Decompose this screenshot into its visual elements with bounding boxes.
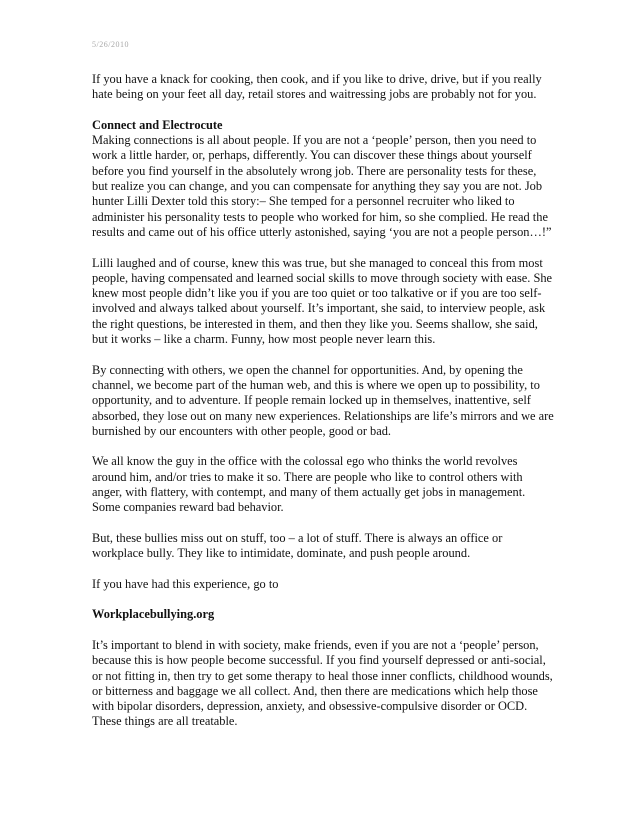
header-date: 5/26/2010 xyxy=(92,40,129,49)
paragraph-connections: Making connections is all about people. If you are not a ‘people’ person, then you need to work a little harder, or, perhaps, differently. You can discover these things about yourself before you find yourself in the absolutely wrong job. There are personality tests for these, but realize you can change, and you can compensate for anything they say you are not. Job hunter Lilli Dexter told this story:– She temped for a personnel recruiter who liked to administer his personality tests to people who worked for him, so she complied. He read the results and came out of his office utterly astonished, saying ‘you are not a people person…!” xyxy=(92,133,552,239)
paragraph-cooking: If you have a knack for cooking, then cook, and if you like to drive, drive, but if you really hate being on your feet all day, retail stores and waitressing jobs are probably not for you. xyxy=(92,72,542,102)
section-heading-workplacebullying: Workplacebullying.org xyxy=(92,607,215,622)
paragraph-experience: If you have had this experience, go to xyxy=(92,576,279,591)
paragraph-ego: We all know the guy in the office with the colossal ego who thinks the world revolves around him, and/or tries to make it so. There are people who like to control others with anger, with flattery, with contempt, and many of them actually get jobs in management. Some companies reward bad behavior. xyxy=(92,454,526,515)
paragraph-blend-in: It’s important to blend in with society, make friends, even if you are not a ‘people’ person, because this is how people become successful. If you find yourself depressed or anti-social, or not fitting in, then try to get some therapy to heal those inner conflicts, childhood wounds, or bitterness and baggage we all collect. And, then there are medications which help those with bipolar disorders, depression, anxiety, and obsessive-compulsive disorder or OCD. These things are all treatable. xyxy=(92,637,553,729)
paragraph-opportunities: By connecting with others, we open the channel for opportunities. And, by opening the channel, we become part of the human web, and this is where we open up to possibility, to opportunity, and to adventure. If people remain locked up in themselves, inattentive, self absorbed, they lose out on many new experiences. Relationships are life’s mirrors and we are burnished by our encounters with other people, good or bad. xyxy=(92,362,554,438)
paragraph-lilli: Lilli laughed and of course, knew this was true, but she managed to conceal this from most people, having compensated and learned social skills to move through society with ease. She knew most people didn’t like you if you are too quiet or too talkative or if you are too self-involved and always talked about yourself. It’s important, she said, to interview people, ask the right questions, be interested in them, and then they like you. Seems shallow, she said, but it works – like a charm. Funny, how most people never learn this. xyxy=(92,255,553,347)
section-heading-connect: Connect and Electrocute xyxy=(92,117,223,132)
document-body xyxy=(92,72,554,745)
paragraph-bullies: But, these bullies miss out on stuff, too – a lot of stuff. There is always an office or workplace bully. They like to intimidate, dominate, and push people around. xyxy=(92,530,503,561)
